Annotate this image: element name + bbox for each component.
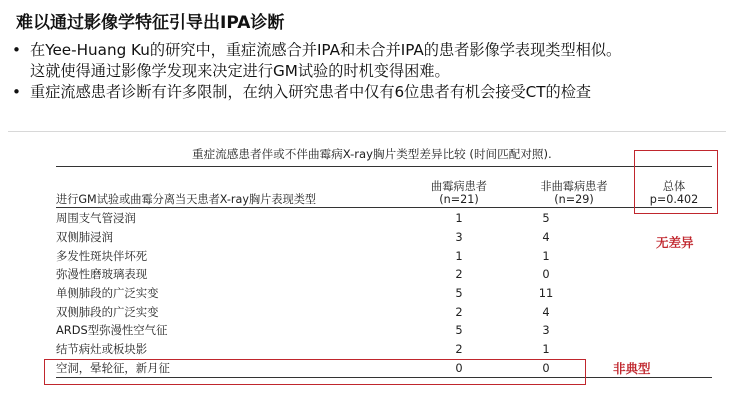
row-non-aspergillosis-count: 1 <box>542 248 550 263</box>
row-overall <box>591 340 712 359</box>
header-non-aspergillosis-n: (n=29) <box>554 193 594 206</box>
row-non-aspergillosis-count: 4 <box>542 230 550 245</box>
bullet-list <box>8 40 736 103</box>
row-aspergillosis-count: 3 <box>455 230 463 245</box>
row-aspergillosis-count: 5 <box>455 286 463 301</box>
table-top-rule <box>56 166 712 167</box>
row-feature: 多发性斑块伴坏死 <box>56 248 148 263</box>
header-overall-p-value: p=0.402 <box>649 193 699 206</box>
row-feature: 双侧肺浸润 <box>56 230 113 245</box>
row-aspergillosis-count: 2 <box>455 304 463 319</box>
row-aspergillosis-count: 5 <box>455 323 463 338</box>
row-feature: 空洞，晕轮征，新月征 <box>56 360 170 375</box>
row-non-aspergillosis-count: 0 <box>542 360 550 375</box>
bullet-item-2 <box>8 61 736 82</box>
table-row <box>56 265 712 284</box>
row-feature: 单侧肺段的广泛实变 <box>56 286 159 301</box>
row-non-aspergillosis-count: 0 <box>542 267 550 282</box>
row-feature: 周围支气管浸润 <box>56 211 136 226</box>
header-overall-label: 总体 <box>662 180 686 193</box>
table-row <box>56 321 712 340</box>
bullet-item-1 <box>8 40 736 61</box>
row-aspergillosis-count: 0 <box>455 360 463 375</box>
row-non-aspergillosis-count: 5 <box>542 211 550 226</box>
row-feature: 双侧肺段的广泛实变 <box>56 304 159 319</box>
row-aspergillosis-count: 2 <box>455 342 463 357</box>
table-row <box>56 246 712 265</box>
row-non-aspergillosis-count: 4 <box>542 304 550 319</box>
row-feature: 弥漫性磨玻璃表现 <box>56 267 148 282</box>
header-aspergillosis <box>417 180 501 206</box>
row-aspergillosis-count: 2 <box>455 267 463 282</box>
header-aspergillosis-n: (n=21) <box>439 193 479 206</box>
row-overall <box>591 359 712 378</box>
row-aspergillosis-count: 1 <box>455 248 463 263</box>
row-aspergillosis-count: 1 <box>455 211 463 226</box>
no-difference-note: 无差异 <box>656 235 694 250</box>
table-caption: 重症流感患者伴或不伴曲霉病X-ray胸片类型差异比较 (时间匹配对照). <box>192 147 552 161</box>
table-row <box>56 340 712 359</box>
table-row <box>56 228 712 247</box>
table-row <box>56 209 712 228</box>
row-non-aspergillosis-count: 3 <box>542 323 550 338</box>
overall-highlight-box <box>634 150 718 214</box>
atypical-row-highlight-box <box>44 359 586 385</box>
header-feature: 进行GM试验或曲霉分离当天患者X-ray胸片表现类型 <box>56 193 317 206</box>
section-divider <box>8 131 726 132</box>
bullet-text-3: 重症流感患者诊断有许多限制，在纳入研究患者中仅有6位患者有机会接受CT的检查 <box>30 83 592 101</box>
row-non-aspergillosis-count: 11 <box>538 286 554 301</box>
bullet-dot: • <box>12 41 21 59</box>
header-non-aspergillosis <box>529 180 619 206</box>
row-overall <box>591 265 712 284</box>
row-non-aspergillosis-count: 1 <box>542 342 550 357</box>
bullet-dot: • <box>12 83 21 101</box>
xray-comparison-table <box>56 209 712 377</box>
row-overall <box>591 284 712 303</box>
atypical-note: 非典型 <box>613 361 651 376</box>
row-overall <box>591 321 712 340</box>
slide-title: 难以通过影像学特征引导出IPA诊断 <box>16 13 285 33</box>
header-aspergillosis-label: 曲霉病患者 <box>431 180 487 193</box>
row-feature: ARDS型弥漫性空气征 <box>56 323 168 338</box>
row-feature: 结节病灶或板块影 <box>56 342 148 357</box>
row-overall <box>591 302 712 321</box>
bullet-text-1: 在Yee-Huang Ku的研究中，重症流感合并IPA和未合并IPA的患者影像学表现类型相似。 <box>30 41 622 59</box>
bullet-text-2: 这就使得通过影像学发现来决定进行GM试验的时机变得困难。 <box>30 62 450 80</box>
bullet-item-3 <box>8 82 736 103</box>
table-row <box>56 302 712 321</box>
table-row <box>56 284 712 303</box>
header-non-aspergillosis-label: 非曲霉病患者 <box>540 180 608 193</box>
table-header-rule <box>56 207 712 208</box>
